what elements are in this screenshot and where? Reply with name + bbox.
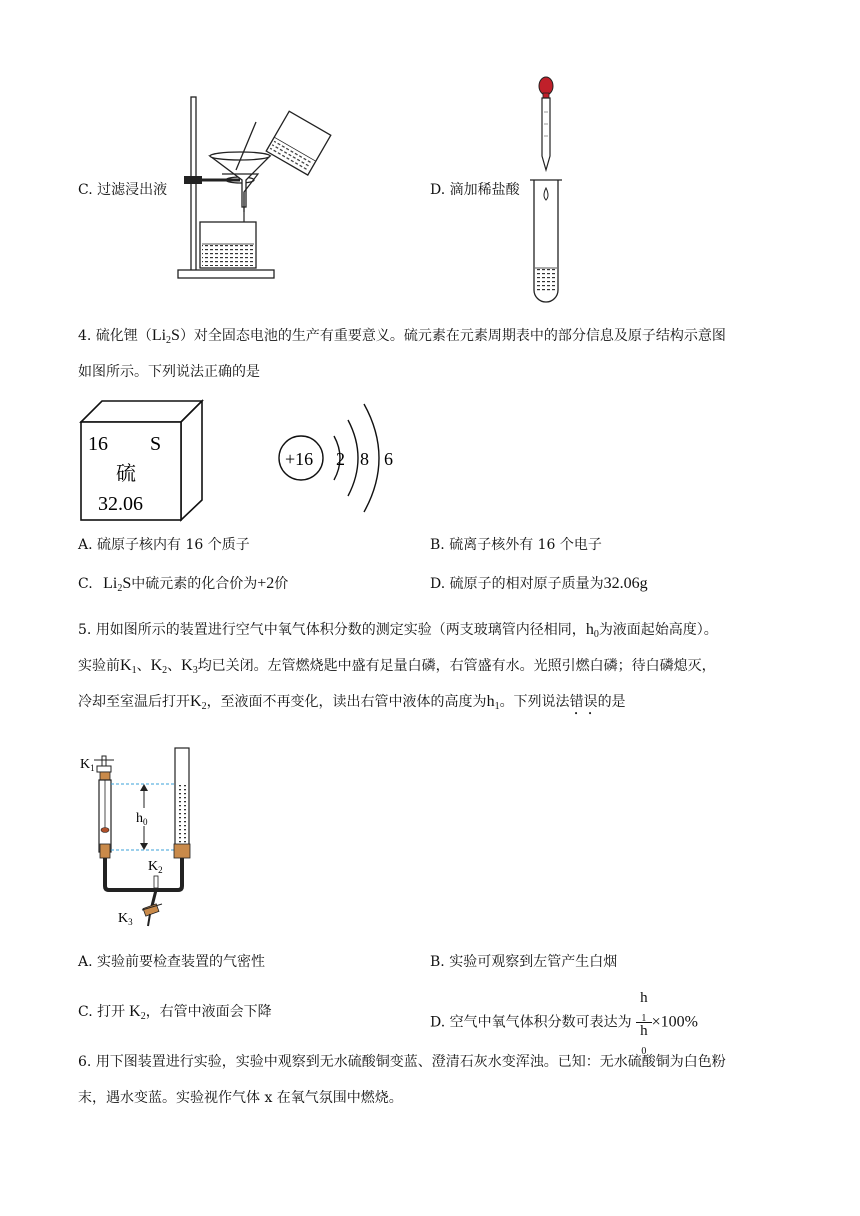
option-label: D. [430, 182, 446, 198]
formula-sub: 2 [166, 335, 172, 346]
option-text: 硫离子核外有 16 个电子 [449, 537, 602, 553]
nucleus-charge: +16 [285, 449, 314, 469]
option-label: A. [78, 537, 93, 553]
var-h: h [640, 990, 648, 1006]
stem-text: 冷却至室温后打开 [78, 694, 190, 710]
question-number: 4. [78, 328, 92, 344]
formula [103, 575, 131, 592]
var-k: K [129, 1003, 141, 1020]
mass-value: 32.06g [603, 575, 648, 592]
formula-sub: 2 [117, 583, 123, 594]
option-label: A. [78, 954, 93, 970]
option-label: C. [78, 182, 93, 198]
h0-label: $h_0$ [136, 811, 148, 827]
stem-text: ，至液面不再变化，读出右管中液体的高度为 [206, 694, 487, 710]
stem-text: 用如图所示的装置进行空气中氧气体积分数的测定实验（两支玻璃管内径相同， [95, 622, 586, 638]
emphasized-word: 错误 [569, 694, 598, 710]
option-text: 滴加稀盐酸 [449, 182, 520, 198]
stem-text: 用下图装置进行实验，实验中观察到无水硫酸铜变蓝、澄清石灰水变浑浊。已知：无水硫酸铜为白色粉 [95, 1054, 726, 1070]
element-symbol: S [150, 433, 162, 455]
option-text: 打开 [97, 1004, 126, 1020]
question-number: 6. [78, 1054, 92, 1070]
oxygen-measurement-apparatus [78, 744, 208, 934]
option-text: 硫原子的相对原子质量为 [449, 576, 604, 592]
option-text: 价 [274, 576, 289, 592]
stem-text: ）对全固态电池的生产有重要意义。硫元素在元素周期表中的部分信息及原子结构示意图 [179, 328, 726, 344]
var-sub: 1 [494, 701, 500, 712]
stem-text: 硫化锂（ [95, 328, 152, 344]
option-d-q4 [430, 574, 648, 594]
var-sub: 3 [192, 665, 198, 676]
k1-label: $K_1$ [80, 757, 95, 773]
k3-label: $K_3$ [118, 911, 133, 927]
filtration-apparatus-figure [170, 92, 380, 282]
stem-text: 的是 [597, 694, 626, 710]
option-text: 实验前要检查装置的气密性 [97, 954, 266, 970]
stem-line-2: 如图所示。下列说法正确的是 [78, 364, 260, 380]
var-h: h [486, 693, 495, 710]
var-sub: 0 [593, 629, 599, 640]
option-text: 实验可观察到左管产生白烟 [449, 954, 618, 970]
var-sub: 1 [131, 665, 137, 676]
atomic-number: 16 [88, 433, 108, 455]
shell-2-count: 8 [360, 449, 369, 469]
question-6-stem [78, 1044, 790, 1116]
question-4-stem [78, 318, 790, 390]
var-sub: 2 [140, 1011, 146, 1022]
option-c-q5 [78, 1002, 272, 1022]
separator: 、 [136, 658, 151, 674]
percent-expression: ×100% [651, 1013, 698, 1031]
atom-structure-diagram [276, 398, 406, 518]
formula-li: Li [103, 575, 118, 592]
element-card-figure [78, 398, 208, 524]
formula [152, 327, 180, 344]
dropper-testtube-figure [522, 72, 572, 306]
stem-text: 。下列说法 [499, 694, 570, 710]
var-sub: 2 [162, 665, 168, 676]
option-text: 空气中氧气体积分数可表达为 [449, 1014, 632, 1031]
var-sub: 1 [641, 1013, 647, 1024]
separator: 、 [167, 658, 182, 674]
option-text: ，右管中液面会下降 [145, 1004, 272, 1020]
fraction-numerator [636, 990, 652, 1023]
formula-li: Li [151, 327, 167, 344]
var-k: K [181, 657, 193, 674]
stem-text: 实验前 [78, 658, 120, 674]
option-c-q4 [78, 574, 288, 594]
option-c-q3 [78, 180, 167, 200]
option-b-q4 [430, 535, 602, 555]
option-a-q5 [78, 952, 265, 972]
question-5-stem [78, 612, 790, 720]
option-label: C. [78, 1004, 93, 1020]
k2-label: $K_2$ [148, 859, 163, 875]
option-b-q5 [430, 952, 617, 972]
atomic-mass: 32.06 [98, 493, 143, 515]
var-k: K [190, 693, 202, 710]
option-text: 硫原子核内有 16 个质子 [97, 537, 250, 553]
element-name: 硫 [116, 461, 136, 485]
stem-text: 末，遇水变蓝。实验视作气体 x 在氧气氛围中燃烧。 [78, 1090, 403, 1106]
option-d-q3 [430, 180, 520, 200]
var-k: K [120, 657, 132, 674]
valence-value: +2 [257, 575, 275, 592]
shell-1-count: 2 [336, 449, 345, 469]
stem-text: 均已关闭。左管燃烧匙中盛有足量白磷，右管盛有水。光照引燃白磷；待白磷熄灭， [197, 658, 716, 674]
option-label: D. [430, 576, 446, 592]
option-text: 过滤浸出液 [97, 182, 168, 198]
option-label: B. [430, 537, 445, 553]
shell-3-count: 6 [384, 449, 393, 469]
var-sub: 0 [641, 1046, 647, 1057]
option-label: D. [430, 1014, 446, 1031]
option-text: 中硫元素的化合价为 [131, 576, 258, 592]
var-h: h [585, 621, 594, 638]
question-number: 5. [78, 622, 92, 638]
stem-text: 为液面起始高度）。 [598, 622, 718, 638]
option-label: C. [78, 576, 93, 592]
var-k: K [150, 657, 163, 674]
var-sub: 2 [201, 701, 207, 712]
option-a-q4 [78, 535, 250, 555]
formula-s: S [171, 327, 180, 344]
formula-s: S [122, 575, 132, 592]
option-label: B. [430, 954, 445, 970]
var-h: h [640, 1023, 648, 1039]
